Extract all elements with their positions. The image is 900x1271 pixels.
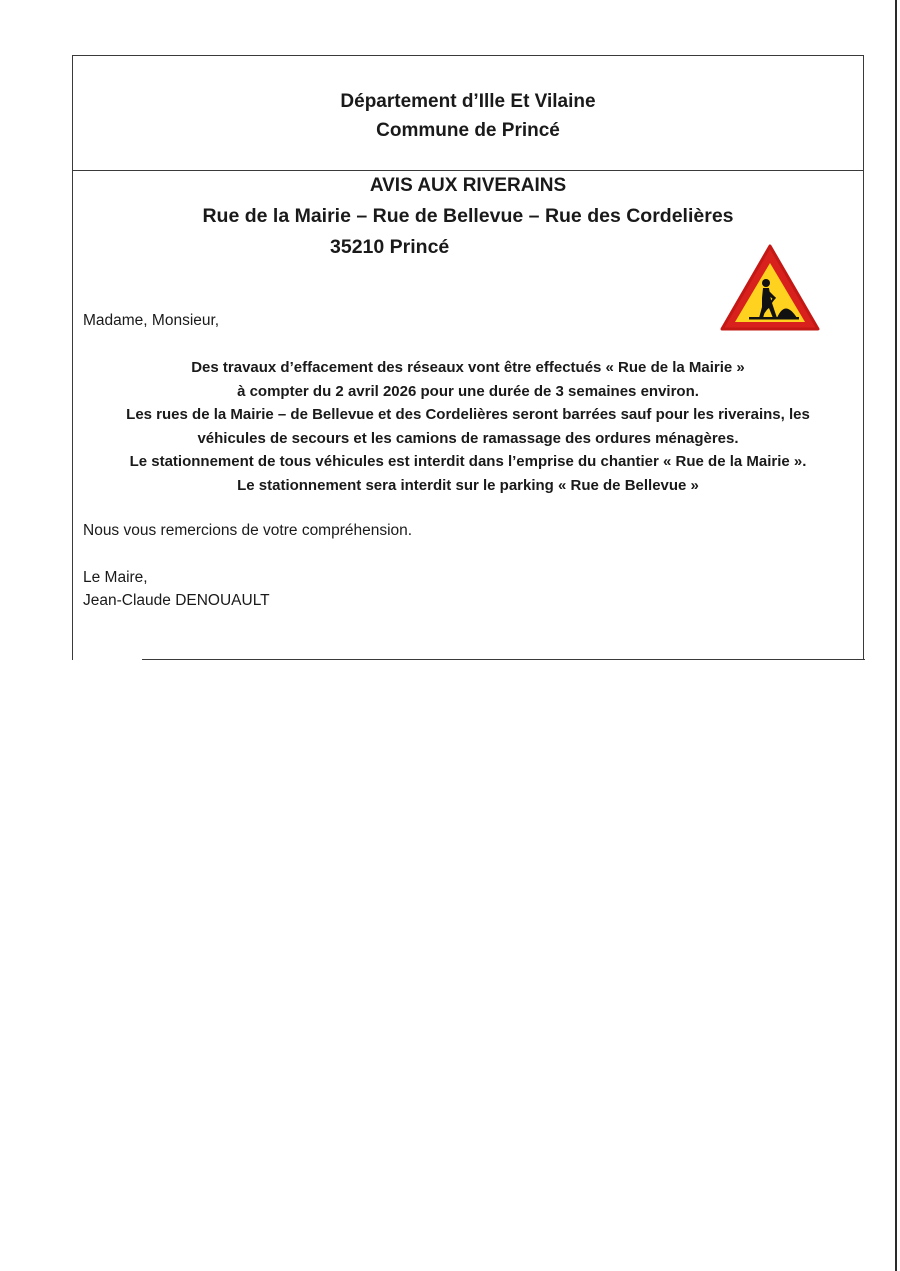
commune-heading: Commune de Princé (376, 120, 560, 141)
page-edge (895, 0, 897, 1271)
body-line: Des travaux d’effacement des réseaux vont être effectués « Rue de la Mairie » (191, 359, 745, 376)
body-line: véhicules de secours et les camions de ramassage des ordures ménagères. (197, 429, 739, 447)
body-line: Le stationnement sera interdit sur le parking « Rue de Bellevue » (237, 476, 699, 494)
body-line: Le stationnement de tous véhicules est interdit dans l’emprise du chantier « Rue de la Mairie ». (129, 453, 807, 470)
notice-streets: Rue de la Mairie – Rue de Bellevue – Rue des Cordelières (202, 205, 734, 227)
signature-name: Jean-Claude DENOUAULT (83, 592, 270, 609)
notice-postal: 35210 Princé (330, 236, 450, 258)
roadworks-warning-sign-icon (719, 243, 821, 333)
header-divider (72, 170, 864, 171)
body-line: Les rues de la Mairie – de Bellevue et des Cordelières seront barrées sauf pour les riverains, les (126, 406, 810, 423)
frame-bottom-border (142, 659, 865, 660)
notice-title: AVIS AUX RIVERAINS (369, 175, 567, 196)
signature-title: Le Maire, (83, 569, 148, 586)
greeting: Madame, Monsieur, (83, 312, 220, 329)
notice-body (72, 356, 864, 497)
department-heading: Département d’Ille Et Vilaine (340, 91, 596, 112)
body-line: à compter du 2 avril 2026 pour une durée de 3 semaines environ. (237, 382, 699, 400)
thanks-line: Nous vous remercions de votre compréhension. (83, 522, 413, 539)
